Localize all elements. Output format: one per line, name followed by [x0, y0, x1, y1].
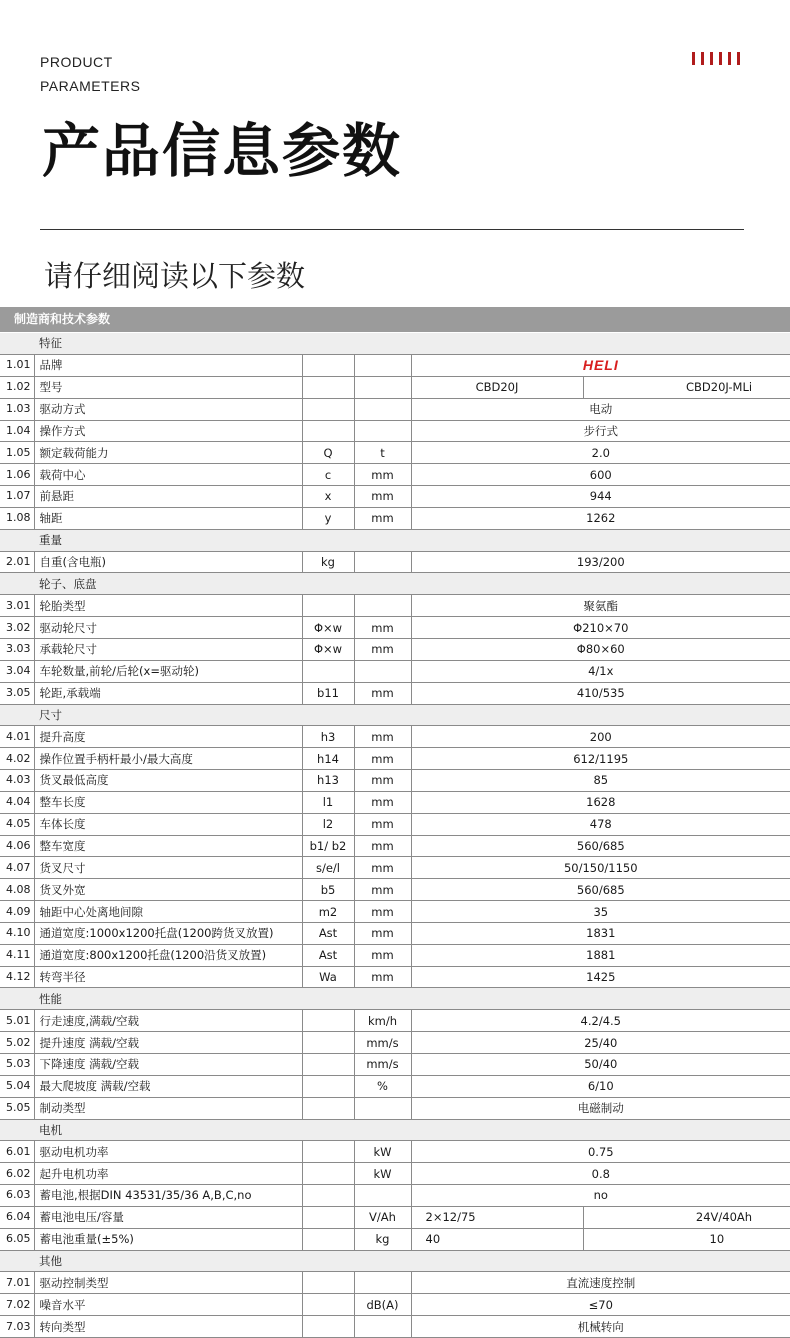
table-row: [0, 726, 790, 748]
row-symbol: kg: [302, 551, 354, 573]
row-unit: dB(A): [354, 1294, 411, 1316]
row-unit: mm: [354, 770, 411, 792]
table-row: [0, 922, 790, 944]
table-row: [0, 1294, 790, 1316]
row-symbol: m2: [302, 901, 354, 923]
english-heading-line1: PRODUCT: [40, 54, 113, 70]
page-subtitle: 请仔细阅读以下参数: [44, 259, 306, 293]
row-value: 4.2/4.5: [411, 1010, 790, 1032]
row-unit: kW: [354, 1141, 411, 1163]
row-number: 6.02: [0, 1163, 34, 1185]
row-symbol: Q: [302, 442, 354, 464]
row-number: 1.07: [0, 486, 34, 508]
row-number: 4.11: [0, 944, 34, 966]
table-row: [0, 595, 790, 617]
row-label: 驱动控制类型: [34, 1272, 302, 1294]
row-symbol: h14: [302, 748, 354, 770]
row-unit: mm: [354, 638, 411, 660]
row-number: 4.01: [0, 726, 34, 748]
table-row: [0, 1032, 790, 1054]
row-symbol: [302, 354, 354, 376]
category-number: [0, 573, 34, 595]
table-row: [0, 748, 790, 770]
row-value: 1425: [411, 966, 790, 988]
row-number: 1.03: [0, 398, 34, 420]
row-label: 轮距,承载端: [34, 682, 302, 704]
row-number: 4.08: [0, 879, 34, 901]
row-unit: mm: [354, 813, 411, 835]
table-row: [0, 682, 790, 704]
table-row: [0, 1206, 790, 1228]
row-value: 200: [411, 726, 790, 748]
row-symbol: [302, 398, 354, 420]
table-row: [0, 1272, 790, 1294]
row-label: 货叉尺寸: [34, 857, 302, 879]
category-label: 其他: [34, 1250, 790, 1272]
row-label: 提升高度: [34, 726, 302, 748]
row-value: 步行式: [411, 420, 790, 442]
row-value: 560/685: [411, 879, 790, 901]
row-unit: [354, 1185, 411, 1207]
row-symbol: Φ×w: [302, 638, 354, 660]
row-value-left: 40: [411, 1228, 583, 1250]
row-label: 货叉外宽: [34, 879, 302, 901]
table-row: [0, 1228, 790, 1250]
category-row: [0, 333, 790, 354]
brand-value: [411, 354, 790, 376]
row-number: 1.01: [0, 354, 34, 376]
table-row: [0, 617, 790, 639]
row-number: 5.03: [0, 1054, 34, 1076]
row-label: 操作位置手柄杆最小/最大高度: [34, 748, 302, 770]
row-label: 车轮数量,前轮/后轮(x=驱动轮): [34, 660, 302, 682]
row-value: 600: [411, 464, 790, 486]
row-value: 50/150/1150: [411, 857, 790, 879]
row-label: 最大爬坡度 满载/空载: [34, 1075, 302, 1097]
decorative-bars-icon: [692, 52, 740, 65]
row-value: 6/10: [411, 1075, 790, 1097]
table-row: [0, 944, 790, 966]
row-number: 4.12: [0, 966, 34, 988]
row-symbol: h3: [302, 726, 354, 748]
row-number: 1.05: [0, 442, 34, 464]
category-row: [0, 573, 790, 595]
table-row: [0, 420, 790, 442]
row-label: 整车宽度: [34, 835, 302, 857]
row-number: 4.09: [0, 901, 34, 923]
row-label: 噪音水平: [34, 1294, 302, 1316]
row-value: 聚氨酯: [411, 595, 790, 617]
row-number: 1.02: [0, 376, 34, 398]
heli-logo-icon: HELI: [582, 356, 619, 373]
row-value: 电磁制动: [411, 1097, 790, 1119]
category-number: [0, 529, 34, 551]
row-number: 5.01: [0, 1010, 34, 1032]
table-row: [0, 1163, 790, 1185]
table-row: [0, 1010, 790, 1032]
row-label: 自重(含电瓶): [34, 551, 302, 573]
table-row: [0, 507, 790, 529]
row-label: 额定载荷能力: [34, 442, 302, 464]
row-unit: mm: [354, 791, 411, 813]
table-row: [0, 486, 790, 508]
table-row: [0, 638, 790, 660]
row-symbol: [302, 1054, 354, 1076]
row-symbol: b1/ b2: [302, 835, 354, 857]
table-row: [0, 770, 790, 792]
table-row: [0, 442, 790, 464]
category-number: [0, 333, 34, 354]
row-label: 驱动方式: [34, 398, 302, 420]
row-symbol: [302, 1097, 354, 1119]
row-label: 承载轮尺寸: [34, 638, 302, 660]
row-unit: mm/s: [354, 1032, 411, 1054]
row-label: 整车长度: [34, 791, 302, 813]
row-unit: mm: [354, 726, 411, 748]
category-label: 特征: [34, 333, 790, 354]
row-unit: V/Ah: [354, 1206, 411, 1228]
row-unit: mm: [354, 507, 411, 529]
row-unit: mm: [354, 857, 411, 879]
table-row: [0, 966, 790, 988]
row-symbol: [302, 595, 354, 617]
row-symbol: [302, 420, 354, 442]
page-title: 产品信息参数: [42, 117, 403, 185]
row-symbol: l1: [302, 791, 354, 813]
row-number: 1.06: [0, 464, 34, 486]
category-row: [0, 1119, 790, 1141]
row-value-right: 10: [583, 1228, 790, 1250]
row-unit: mm: [354, 944, 411, 966]
row-label: 货叉最低高度: [34, 770, 302, 792]
row-value: ≤70: [411, 1294, 790, 1316]
row-number: 4.07: [0, 857, 34, 879]
row-number: 6.04: [0, 1206, 34, 1228]
row-number: 3.03: [0, 638, 34, 660]
row-symbol: [302, 1272, 354, 1294]
row-value: 560/685: [411, 835, 790, 857]
category-number: [0, 1250, 34, 1272]
row-value: 25/40: [411, 1032, 790, 1054]
row-unit: [354, 551, 411, 573]
row-label: 转弯半径: [34, 966, 302, 988]
row-number: 1.08: [0, 507, 34, 529]
row-symbol: Wa: [302, 966, 354, 988]
row-unit: [354, 354, 411, 376]
category-number: [0, 704, 34, 726]
english-heading: [40, 50, 140, 98]
row-value: 1628: [411, 791, 790, 813]
row-number: 5.05: [0, 1097, 34, 1119]
table-row: [0, 1141, 790, 1163]
row-symbol: [302, 1163, 354, 1185]
title-divider: [40, 229, 744, 230]
row-label: 行走速度,满载/空载: [34, 1010, 302, 1032]
row-unit: mm: [354, 835, 411, 857]
row-label: 载荷中心: [34, 464, 302, 486]
row-unit: mm: [354, 486, 411, 508]
category-label: 性能: [34, 988, 790, 1010]
row-unit: [354, 420, 411, 442]
parameters-table: [0, 333, 790, 1338]
row-symbol: [302, 1316, 354, 1338]
category-number: [0, 1119, 34, 1141]
category-row: [0, 704, 790, 726]
row-number: 3.02: [0, 617, 34, 639]
row-value: Φ210×70: [411, 617, 790, 639]
category-row: [0, 988, 790, 1010]
row-number: 6.01: [0, 1141, 34, 1163]
row-unit: mm: [354, 922, 411, 944]
table-row: [0, 1054, 790, 1076]
row-number: 3.05: [0, 682, 34, 704]
row-unit: mm: [354, 464, 411, 486]
row-symbol: [302, 1294, 354, 1316]
row-unit: kW: [354, 1163, 411, 1185]
row-unit: mm: [354, 748, 411, 770]
row-number: 4.02: [0, 748, 34, 770]
row-unit: mm: [354, 901, 411, 923]
row-value: 机械转向: [411, 1316, 790, 1338]
row-number: 7.03: [0, 1316, 34, 1338]
row-value: 直流速度控制: [411, 1272, 790, 1294]
row-value: 1881: [411, 944, 790, 966]
row-value: 944: [411, 486, 790, 508]
row-unit: mm/s: [354, 1054, 411, 1076]
row-label: 通道宽度:1000x1200托盘(1200跨货叉放置): [34, 922, 302, 944]
row-number: 6.05: [0, 1228, 34, 1250]
category-row: [0, 529, 790, 551]
row-value: 35: [411, 901, 790, 923]
row-label: 蓄电池重量(±5%): [34, 1228, 302, 1250]
row-value: 410/535: [411, 682, 790, 704]
row-symbol: x: [302, 486, 354, 508]
table-row: [0, 1075, 790, 1097]
row-label: 操作方式: [34, 420, 302, 442]
row-unit: [354, 1097, 411, 1119]
row-label: 蓄电池,根据DIN 43531/35/36 A,B,C,no: [34, 1185, 302, 1207]
row-symbol: b11: [302, 682, 354, 704]
row-unit: [354, 376, 411, 398]
row-value: 1262: [411, 507, 790, 529]
row-unit: [354, 398, 411, 420]
row-value-right: CBD20J-MLi: [583, 376, 790, 398]
table-row: [0, 354, 790, 376]
row-unit: [354, 1316, 411, 1338]
row-value: 0.8: [411, 1163, 790, 1185]
row-unit: mm: [354, 617, 411, 639]
row-value-left: CBD20J: [411, 376, 583, 398]
row-label: 品牌: [34, 354, 302, 376]
table-row: [0, 1097, 790, 1119]
row-label: 下降速度 满载/空载: [34, 1054, 302, 1076]
english-heading-line2: PARAMETERS: [40, 78, 141, 94]
table-row: [0, 660, 790, 682]
table-row: [0, 857, 790, 879]
row-value: 2.0: [411, 442, 790, 464]
row-value: 0.75: [411, 1141, 790, 1163]
table-row: [0, 398, 790, 420]
row-label: 起升电机功率: [34, 1163, 302, 1185]
row-symbol: Ast: [302, 944, 354, 966]
row-symbol: s/e/l: [302, 857, 354, 879]
row-value: Φ80×60: [411, 638, 790, 660]
row-label: 转向类型: [34, 1316, 302, 1338]
table-row: [0, 551, 790, 573]
row-number: 4.05: [0, 813, 34, 835]
table-row: [0, 376, 790, 398]
category-label: 电机: [34, 1119, 790, 1141]
row-unit: t: [354, 442, 411, 464]
row-symbol: Φ×w: [302, 617, 354, 639]
row-number: 7.01: [0, 1272, 34, 1294]
row-symbol: b5: [302, 879, 354, 901]
row-unit: %: [354, 1075, 411, 1097]
row-symbol: [302, 1032, 354, 1054]
row-number: 4.03: [0, 770, 34, 792]
row-label: 通道宽度:800x1200托盘(1200沿货叉放置): [34, 944, 302, 966]
row-value: 478: [411, 813, 790, 835]
row-unit: mm: [354, 966, 411, 988]
row-value: no: [411, 1185, 790, 1207]
row-label: 型号: [34, 376, 302, 398]
row-label: 轴距中心处离地间隙: [34, 901, 302, 923]
row-symbol: y: [302, 507, 354, 529]
row-symbol: c: [302, 464, 354, 486]
row-label: 驱动电机功率: [34, 1141, 302, 1163]
table-row: [0, 879, 790, 901]
table-row: [0, 464, 790, 486]
row-number: 2.01: [0, 551, 34, 573]
row-value-left: 2×12/75: [411, 1206, 583, 1228]
row-unit: mm: [354, 682, 411, 704]
row-value: 612/1195: [411, 748, 790, 770]
row-symbol: [302, 1185, 354, 1207]
row-value-right: 24V/40Ah: [583, 1206, 790, 1228]
row-label: 轴距: [34, 507, 302, 529]
row-value: 4/1x: [411, 660, 790, 682]
row-symbol: h13: [302, 770, 354, 792]
row-symbol: [302, 660, 354, 682]
row-symbol: [302, 1206, 354, 1228]
row-symbol: [302, 376, 354, 398]
row-label: 车体长度: [34, 813, 302, 835]
row-label: 轮胎类型: [34, 595, 302, 617]
row-unit: mm: [354, 879, 411, 901]
row-value: 193/200: [411, 551, 790, 573]
row-value: 85: [411, 770, 790, 792]
row-symbol: Ast: [302, 922, 354, 944]
row-label: 蓄电池电压/容量: [34, 1206, 302, 1228]
row-value: 电动: [411, 398, 790, 420]
row-number: 5.04: [0, 1075, 34, 1097]
table-row: [0, 835, 790, 857]
row-number: 7.02: [0, 1294, 34, 1316]
category-row: [0, 1250, 790, 1272]
row-number: 3.04: [0, 660, 34, 682]
row-symbol: [302, 1075, 354, 1097]
row-unit: km/h: [354, 1010, 411, 1032]
row-number: 4.06: [0, 835, 34, 857]
row-symbol: [302, 1141, 354, 1163]
category-number: [0, 988, 34, 1010]
category-label: 重量: [34, 529, 790, 551]
row-number: 4.04: [0, 791, 34, 813]
table-row: [0, 813, 790, 835]
category-label: 轮子、底盘: [34, 573, 790, 595]
row-label: 提升速度 满载/空载: [34, 1032, 302, 1054]
row-number: 3.01: [0, 595, 34, 617]
section-header: 制造商和技术参数: [0, 307, 790, 332]
row-unit: [354, 1272, 411, 1294]
row-unit: [354, 595, 411, 617]
table-row: [0, 1185, 790, 1207]
row-number: 4.10: [0, 922, 34, 944]
category-label: 尺寸: [34, 704, 790, 726]
table-row: [0, 901, 790, 923]
row-number: 5.02: [0, 1032, 34, 1054]
row-symbol: [302, 1228, 354, 1250]
table-row: [0, 1316, 790, 1338]
row-value: 1831: [411, 922, 790, 944]
row-symbol: l2: [302, 813, 354, 835]
row-number: 6.03: [0, 1185, 34, 1207]
row-symbol: [302, 1010, 354, 1032]
row-unit: [354, 660, 411, 682]
row-label: 驱动轮尺寸: [34, 617, 302, 639]
row-label: 制动类型: [34, 1097, 302, 1119]
row-number: 1.04: [0, 420, 34, 442]
row-value: 50/40: [411, 1054, 790, 1076]
table-row: [0, 791, 790, 813]
row-label: 前悬距: [34, 486, 302, 508]
row-unit: kg: [354, 1228, 411, 1250]
